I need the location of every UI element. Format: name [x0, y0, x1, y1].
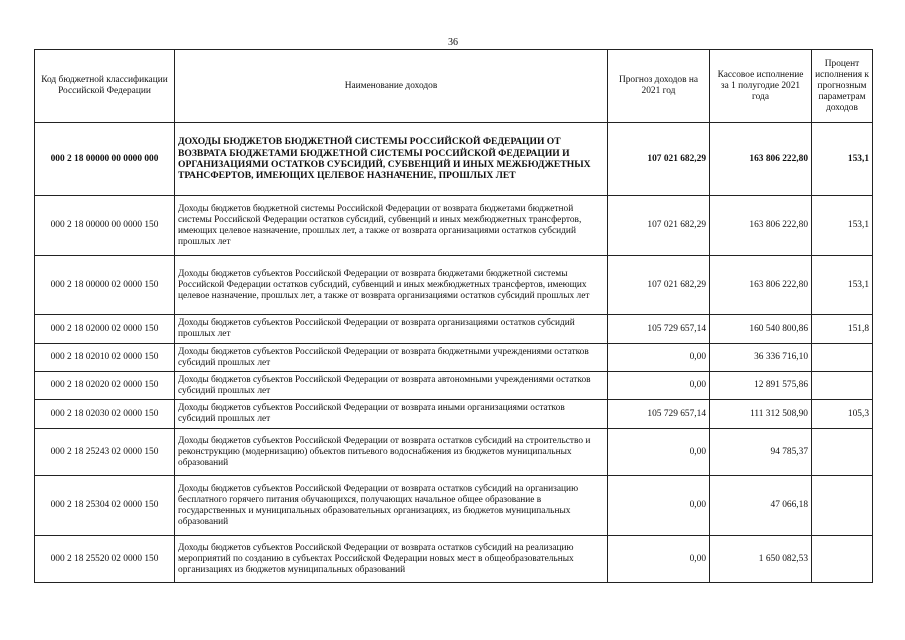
row-name: Доходы бюджетов субъектов Российской Федерации от возврата автономными учреждениями остатков субсидий прошлых лет — [175, 372, 608, 400]
row-execution: 36 336 716,10 — [710, 344, 812, 372]
table-row — [35, 123, 873, 196]
row-name: Доходы бюджетов субъектов Российской Федерации от возврата остатков субсидий на строительство и реконструкцию (модернизацию) объектов питьевого водоснабжения из бюджетов муниципальных образований — [175, 429, 608, 476]
row-name: Доходы бюджетов субъектов Российской Федерации от возврата остатков субсидий на реализацию мероприятий по созданию в субъектах Российской Федерации новых мест в общеобразовательных организациях из бюджетов муниципальных образований — [175, 536, 608, 583]
row-code: 000 2 18 02000 02 0000 150 — [35, 315, 175, 344]
row-percent — [812, 476, 873, 536]
row-forecast: 105 729 657,14 — [608, 400, 710, 429]
row-execution: 163 806 222,80 — [710, 196, 812, 256]
row-code: 000 2 18 25243 02 0000 150 — [35, 429, 175, 476]
row-percent — [812, 429, 873, 476]
row-forecast: 0,00 — [608, 536, 710, 583]
table-row — [35, 344, 873, 372]
row-execution: 160 540 800,86 — [710, 315, 812, 344]
row-name: Доходы бюджетов субъектов Российской Федерации от возврата бюджетными учреждениями остатков субсидий прошлых лет — [175, 344, 608, 372]
table-row — [35, 196, 873, 256]
row-forecast: 0,00 — [608, 429, 710, 476]
table-row — [35, 400, 873, 429]
row-name: Доходы бюджетов субъектов Российской Федерации от возврата остатков субсидий на организацию бесплатного горячего питания обучающихся, получающих начальное общее образование в государственных и муниципальных образовательных организациях, из бюджетов муниципальных образований — [175, 476, 608, 536]
row-code: 000 2 18 00000 00 0000 000 — [35, 123, 175, 196]
row-execution: 111 312 508,90 — [710, 400, 812, 429]
row-forecast: 0,00 — [608, 344, 710, 372]
row-code: 000 2 18 02010 02 0000 150 — [35, 344, 175, 372]
row-forecast: 107 021 682,29 — [608, 123, 710, 196]
row-execution: 12 891 575,86 — [710, 372, 812, 400]
row-code: 000 2 18 02020 02 0000 150 — [35, 372, 175, 400]
header-name: Наименование доходов — [175, 50, 608, 123]
row-forecast: 0,00 — [608, 476, 710, 536]
row-code: 000 2 18 00000 00 0000 150 — [35, 196, 175, 256]
revenue-table — [34, 49, 873, 583]
table-row — [35, 372, 873, 400]
table-header-row — [35, 50, 873, 123]
table-row — [35, 429, 873, 476]
row-code: 000 2 18 25520 02 0000 150 — [35, 536, 175, 583]
row-code: 000 2 18 25304 02 0000 150 — [35, 476, 175, 536]
row-name: ДОХОДЫ БЮДЖЕТОВ БЮДЖЕТНОЙ СИСТЕМЫ РОССИЙСКОЙ ФЕДЕРАЦИИ ОТ ВОЗВРАТА БЮДЖЕТАМИ БЮДЖЕТНОЙ СИСТЕМЫ РОССИЙСКОЙ ФЕДЕРАЦИИ И ОРГАНИЗАЦИЯМИ ОСТАТКОВ СУБСИДИЙ, СУБВЕНЦИЙ И ИНЫХ МЕЖБЮДЖЕТНЫХ ТРАНСФЕРТОВ, ИМЕЮЩИХ ЦЕЛЕВОЕ НАЗНАЧЕНИЕ, ПРОШЛЫХ ЛЕТ — [175, 123, 608, 196]
row-forecast: 105 729 657,14 — [608, 315, 710, 344]
row-execution: 163 806 222,80 — [710, 256, 812, 315]
row-percent: 153,1 — [812, 196, 873, 256]
page-number: 36 — [448, 37, 458, 48]
row-name: Доходы бюджетов субъектов Российской Федерации от возврата иными организациями остатков субсидий прошлых лет — [175, 400, 608, 429]
row-execution: 94 785,37 — [710, 429, 812, 476]
row-code: 000 2 18 00000 02 0000 150 — [35, 256, 175, 315]
row-percent: 105,3 — [812, 400, 873, 429]
row-percent — [812, 536, 873, 583]
row-forecast: 107 021 682,29 — [608, 196, 710, 256]
header-code: Код бюджетной классификации Российской Федерации — [35, 50, 175, 123]
table-row — [35, 256, 873, 315]
row-execution: 47 066,18 — [710, 476, 812, 536]
row-forecast: 0,00 — [608, 372, 710, 400]
table-row — [35, 315, 873, 344]
row-percent: 153,1 — [812, 123, 873, 196]
row-percent — [812, 372, 873, 400]
row-name: Доходы бюджетов бюджетной системы Российской Федерации от возврата бюджетами бюджетной системы Российской Федерации остатков субсидий, субвенций и иных межбюджетных трансфертов, имеющих целевое назначение, прошлых лет, а также от возврата организациями остатков субсидий прошлых лет — [175, 196, 608, 256]
table-row — [35, 536, 873, 583]
header-percent: Процент исполнения к прогнозным параметрам доходов — [812, 50, 873, 123]
row-name: Доходы бюджетов субъектов Российской Федерации от возврата бюджетами бюджетной системы Российской Федерации остатков субсидий, субвенций и иных межбюджетных трансфертов, имеющих целевое назначение, прошлых лет, а также от возврата организациями остатков субсидий прошлых лет — [175, 256, 608, 315]
row-forecast: 107 021 682,29 — [608, 256, 710, 315]
row-percent — [812, 344, 873, 372]
row-code: 000 2 18 02030 02 0000 150 — [35, 400, 175, 429]
header-forecast: Прогноз доходов на 2021 год — [608, 50, 710, 123]
row-execution: 1 650 082,53 — [710, 536, 812, 583]
row-percent: 151,8 — [812, 315, 873, 344]
header-execution: Кассовое исполнение за 1 полугодие 2021 года — [710, 50, 812, 123]
row-execution: 163 806 222,80 — [710, 123, 812, 196]
table-row — [35, 476, 873, 536]
row-percent: 153,1 — [812, 256, 873, 315]
row-name: Доходы бюджетов субъектов Российской Федерации от возврата организациями остатков субсидий прошлых лет — [175, 315, 608, 344]
